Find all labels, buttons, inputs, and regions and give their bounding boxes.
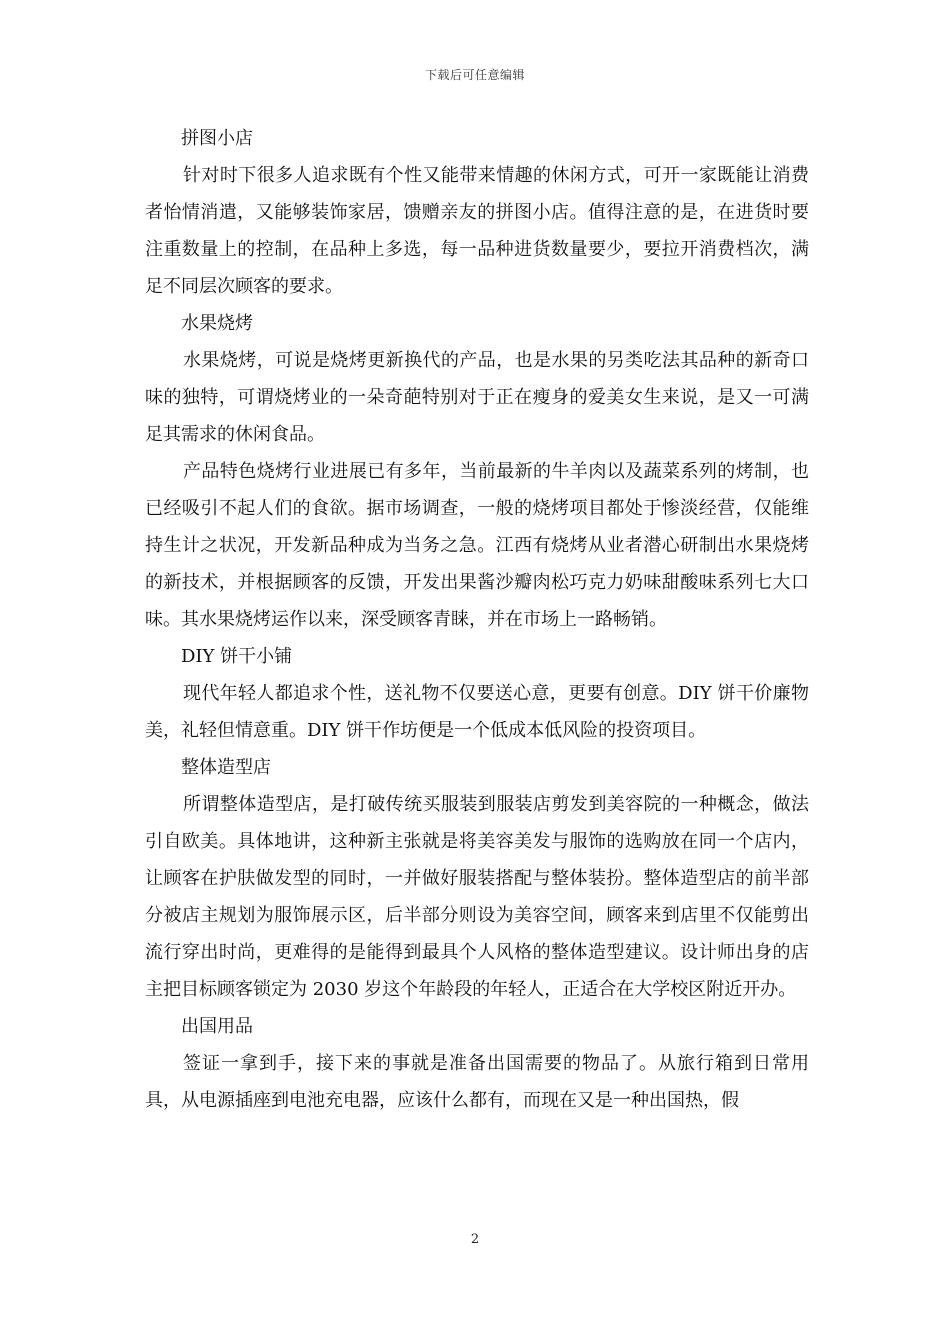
- page-header: 下载后可任意编辑: [424, 68, 525, 82]
- section-heading: 整体造型店: [181, 757, 271, 778]
- page-number: 2: [470, 1232, 480, 1247]
- paragraph: 现代年轻人都追求个性，送礼物不仅要送心意，更要有创意。DIY 饼干价廉物美，礼轻但情意重。DIY 饼干作坊便是一个低成本低风险的投资项目。: [145, 683, 809, 741]
- section-heading: 水果烧烤: [181, 313, 253, 334]
- paragraph: 水果烧烤，可说是烧烤更新换代的产品，也是水果的另类吃法其品种的新奇口味的独特，可谓烧烤业的一朵奇葩特别对于正在瘦身的爱美女生来说，是又一可满足其需求的休闲食品。: [145, 350, 809, 445]
- section-heading: DIY 饼干小铺: [181, 646, 293, 667]
- section-heading: 出国用品: [181, 1016, 253, 1037]
- document-body: [145, 121, 809, 1119]
- section-heading: 拼图小店: [181, 128, 253, 149]
- paragraph: 针对时下很多人追求既有个性又能带来情趣的休闲方式，可开一家既能让消费者怡情消遣，又能够装饰家居，馈赠亲友的拼图小店。值得注意的是，在进货时要注重数量上的控制，在品种上多选，每一品种进货数量要少，要拉开消费档次，满足不同层次顾客的要求。: [145, 165, 809, 297]
- paragraph: 所谓整体造型店，是打破传统买服装到服装店剪发到美容院的一种概念，做法引自欧美。具体地讲，这种新主张就是将美容美发与服饰的选购放在同一个店内，让顾客在护肤做发型的同时，一并做好服装搭配与整体装扮。整体造型店的前半部分被店主规划为服饰展示区，后半部分则设为美容空间，顾客来到店里不仅能剪出流行穿出时尚，更难得的是能得到最具个人风格的整体造型建议。设计师出身的店主把目标顾客锁定为 2030 岁这个年龄段的年轻人，正适合在大学校区附近开办。: [145, 794, 809, 1000]
- paragraph: 签证一拿到手，接下来的事就是准备出国需要的物品了。从旅行箱到日常用具，从电源插座到电池充电器，应该什么都有，而现在又是一种出国热，假: [145, 1053, 809, 1111]
- paragraph: 产品特色烧烤行业进展已有多年，当前最新的牛羊肉以及蔬菜系列的烤制，也已经吸引不起人们的食欲。据市场调查，一般的烧烤项目都处于惨淡经营，仅能维持生计之状况，开发新品种成为当务之急。江西有烧烤从业者潜心研制出水果烧烤的新技术，并根据顾客的反馈，开发出果酱沙瓣肉松巧克力奶味甜酸味系列七大口味。其水果烧烤运作以来，深受顾客青睐，并在市场上一路畅销。: [145, 461, 809, 630]
